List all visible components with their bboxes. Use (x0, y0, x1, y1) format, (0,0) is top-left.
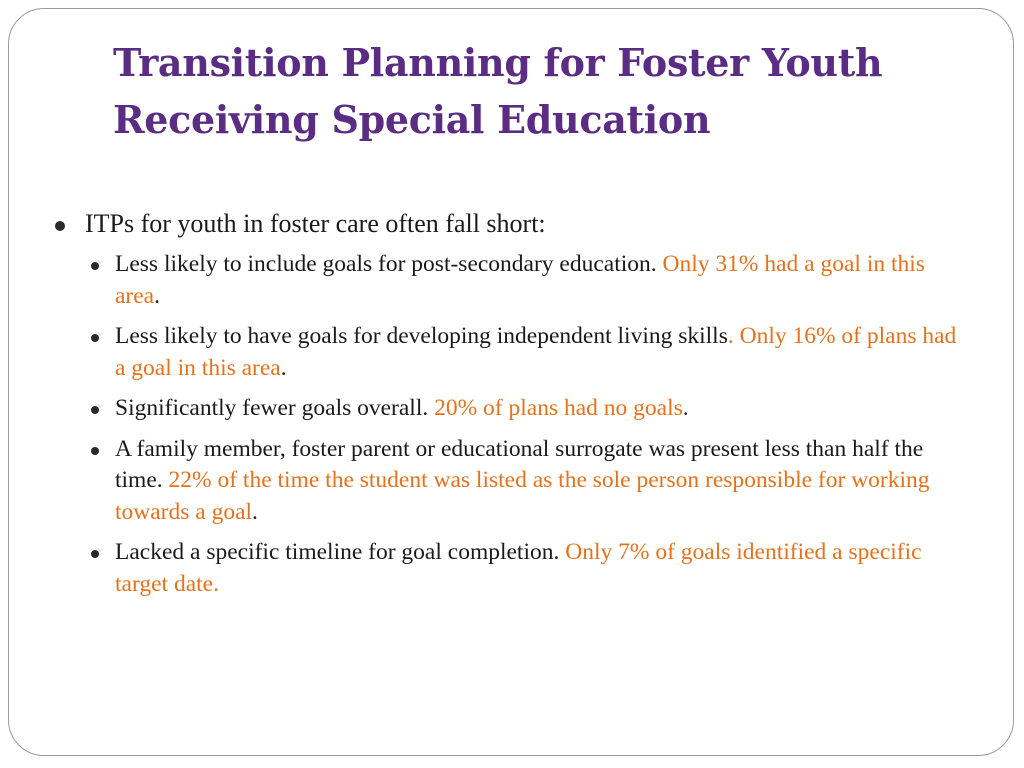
sub-bullet-tail: . (154, 282, 160, 309)
sub-bullet-tail: . (252, 498, 258, 525)
slide-body (52, 205, 972, 609)
title-line-1: Transition Planning for Foster Youth (113, 40, 883, 85)
sub-bullet-item (52, 537, 963, 600)
sub-bullet-highlight: 22% of the time the student was listed as the sole person responsible for working towards a goal (115, 467, 930, 525)
slide-title (113, 34, 973, 148)
bullet-dot-icon (91, 262, 99, 270)
bullet-dot-icon (55, 221, 65, 231)
sub-bullet-text: Less likely to include goals for post-secondary education. (115, 251, 663, 277)
main-bullet-text: ITPs for youth in foster care often fall short: (85, 209, 546, 238)
sub-bullet-item (52, 434, 963, 529)
bullet-dot-icon (91, 334, 99, 342)
sub-bullet-item (52, 321, 963, 384)
title-line-2: Receiving Special Education (113, 97, 711, 142)
main-bullet (52, 205, 972, 243)
sub-bullet-text: Less likely to have goals for developing independent living skills (115, 323, 728, 349)
sub-bullet-highlight: . Only 16% of plans had a goal in this area (115, 323, 957, 381)
sub-bullet-highlight: Only 31% had a goal in this area (115, 251, 925, 309)
bullet-dot-icon (91, 406, 99, 414)
sub-bullet-highlight: 20% of plans had no goals (434, 395, 683, 421)
sub-bullet-list (52, 249, 972, 600)
sub-bullet-tail: . (682, 395, 689, 421)
sub-bullet-item (52, 249, 963, 312)
bullet-dot-icon (91, 550, 99, 558)
bullet-dot-icon (91, 447, 99, 455)
sub-bullet-item (52, 393, 963, 425)
sub-bullet-tail: . (280, 354, 287, 381)
sub-bullet-text: Lacked a specific timeline for goal completion. (115, 539, 566, 565)
sub-bullet-text: Significantly fewer goals overall. (115, 395, 435, 421)
sub-bullet-highlight: Only 7% of goals identified a specific target date. (115, 539, 922, 597)
sub-bullet-text: A family member, foster parent or educational surrogate was present less than half the time. (115, 435, 924, 493)
